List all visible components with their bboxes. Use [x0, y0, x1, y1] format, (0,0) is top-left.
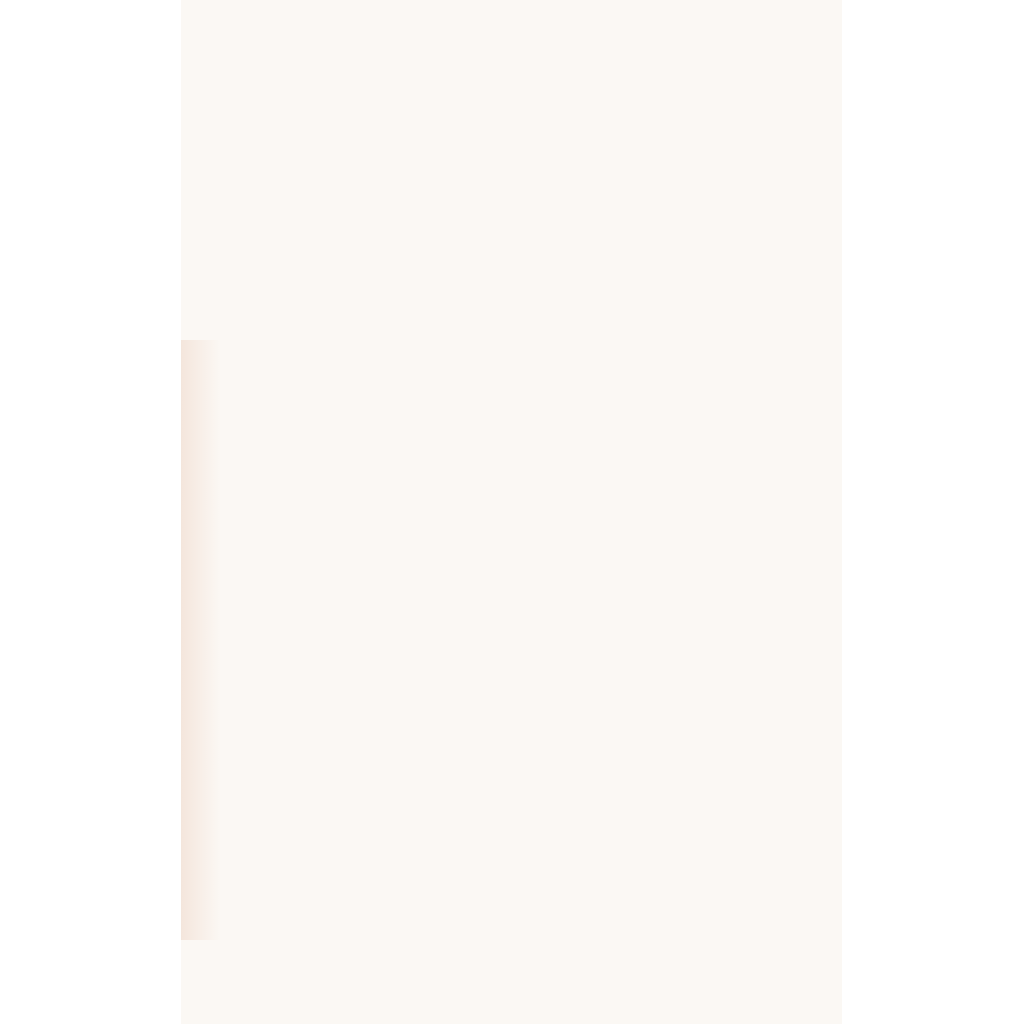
page-edge-tint: [181, 340, 221, 940]
folio-ornament-icon: [491, 963, 531, 1007]
ornament-pattern-top: [181, 0, 842, 360]
book-page: [181, 0, 842, 1024]
